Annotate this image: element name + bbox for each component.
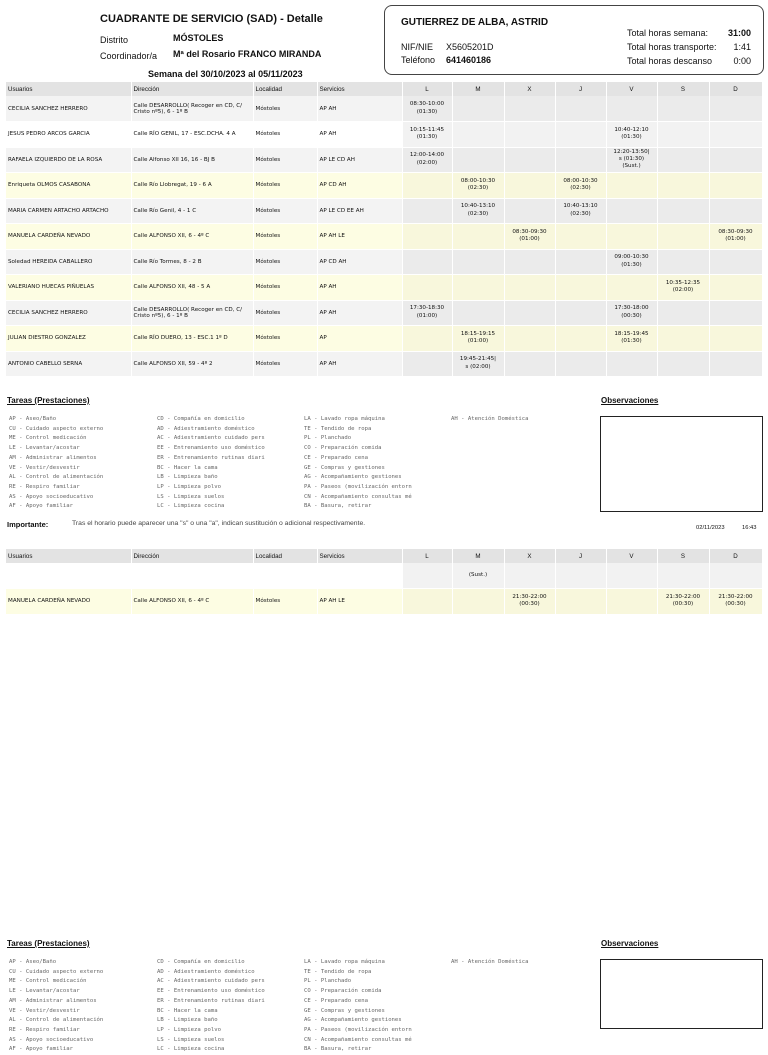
day-cell-m: 19:45-21:45| s (02:00) (452, 351, 504, 377)
day-cell-l (402, 249, 452, 275)
table-row (6, 300, 762, 326)
day-cell-j (555, 563, 606, 589)
user-cell (6, 563, 131, 589)
day-cell-x (504, 122, 555, 148)
day-cell-m (452, 249, 504, 275)
day-cell-v: 18:15-19:45 (01:30) (606, 326, 657, 352)
day-cell-s (657, 300, 709, 326)
observations-title-2: Observaciones (601, 939, 659, 948)
locality-cell: Móstoles (253, 275, 317, 301)
task-item: CE - Preparado cena (304, 454, 368, 461)
address-cell: Calle Río Llobregat, 19 - 6 A (131, 173, 253, 199)
locality-cell (253, 563, 317, 589)
task-item: AG - Acompañamiento gestiones (304, 1017, 402, 1024)
task-item: LS - Limpieza suelos (157, 493, 225, 500)
address-cell: Calle Río Genil, 4 - 1 C (131, 198, 253, 224)
table-header-row (6, 549, 762, 563)
day-cell-x (504, 249, 555, 275)
locality-cell: Móstoles (253, 173, 317, 199)
task-item: AF - Apoyo familiar (9, 503, 73, 510)
day-cell-d (709, 351, 762, 377)
task-item: RE - Respiro familiar (9, 483, 80, 490)
address-cell: Calle RÍO GENIL, 17 - ESC.DCHA. 4 A (131, 122, 253, 148)
tasks-title-2: Tareas (Prestaciones) (7, 939, 90, 948)
user-cell: ANTONIO CABELLO SERNA (6, 351, 131, 377)
col-header-direccion: Dirección (131, 549, 253, 563)
total-transport-value: 1:41 (733, 42, 751, 52)
day-cell-l (402, 589, 452, 615)
table-row (6, 275, 762, 301)
task-item: AC - Adiestramiento cuidado pers (157, 435, 265, 442)
col-header-m: M (452, 549, 504, 563)
col-header-direccion: Dirección (131, 82, 253, 96)
col-header-s: S (657, 82, 709, 96)
locality-cell: Móstoles (253, 224, 317, 250)
day-cell-l (402, 173, 452, 199)
tasks-column (451, 415, 601, 512)
day-cell-l (402, 563, 452, 589)
col-header-s: S (657, 549, 709, 563)
tasks-legend (9, 415, 601, 512)
day-cell-s (657, 224, 709, 250)
col-header-x: X (504, 82, 555, 96)
table-row (6, 351, 762, 377)
task-item: PL - Planchado (304, 435, 352, 442)
services-cell: AP CD AH (317, 173, 402, 199)
task-item: BA - Basura, retirar (304, 503, 372, 510)
total-week-value: 31:00 (727, 28, 751, 38)
important-note: Tras el horario puede aparecer una "s" o una "a", indican sustitución o adicional respectivamente. (72, 520, 366, 527)
day-cell-s (657, 173, 709, 199)
task-item: AP - Aseo/Baño (9, 959, 57, 965)
services-cell: AP AH LE (317, 224, 402, 250)
task-item: LC - Limpieza cocina (157, 503, 225, 510)
task-item: LE - Levantar/acostar (9, 988, 80, 995)
day-cell-v (606, 563, 657, 589)
day-cell-j (555, 224, 606, 250)
task-item: EE - Entrenamiento uso doméstico (157, 988, 265, 995)
day-cell-s (657, 351, 709, 377)
day-cell-l: 08:30-10:00 (01:30) (402, 96, 452, 122)
table-row (6, 589, 762, 615)
locality-cell: Móstoles (253, 326, 317, 352)
observations-box-2 (600, 959, 763, 1029)
task-item: CD - Compañía en domicilio (157, 416, 245, 422)
day-cell-x: 21:30-22:00 (00:30) (504, 589, 555, 615)
locality-cell: Móstoles (253, 198, 317, 224)
day-cell-d (709, 147, 762, 173)
locality-cell: Móstoles (253, 589, 317, 615)
address-cell: Calle ALFONSO XII, 6 - 4º C (131, 224, 253, 250)
task-item: EE - Entrenamiento uso doméstico (157, 445, 265, 452)
day-cell-l (402, 275, 452, 301)
services-cell: AP CD AH (317, 249, 402, 275)
task-item: ME - Control medicación (9, 978, 87, 985)
day-cell-d: 08:30-09:30 (01:00) (709, 224, 762, 250)
user-cell: VALERIANO HUECAS PIÑUELAS (6, 275, 131, 301)
task-item: LA - Lavado ropa máquina (304, 959, 385, 965)
task-item: AG - Acompañamiento gestiones (304, 474, 402, 481)
day-cell-m (452, 589, 504, 615)
task-item: AM - Administrar alimentos (9, 997, 97, 1004)
services-cell: AP AH (317, 300, 402, 326)
nif-value: X5605201D (446, 42, 494, 52)
task-item: LB - Limpieza baño (157, 474, 218, 481)
task-item: AP - Aseo/Baño (9, 416, 57, 422)
task-item: ME - Control medicación (9, 435, 87, 442)
services-cell: AP AH (317, 351, 402, 377)
table-row (6, 224, 762, 250)
task-item: TE - Tendido de ropa (304, 968, 372, 975)
locality-cell: Móstoles (253, 147, 317, 173)
schedule-table (6, 82, 763, 377)
worker-name: GUTIERREZ DE ALBA, ASTRID (401, 17, 549, 28)
day-cell-s (657, 249, 709, 275)
day-cell-j (555, 275, 606, 301)
day-cell-s: 10:35-12:35 (02:00) (657, 275, 709, 301)
table-row (6, 198, 762, 224)
day-cell-v (606, 224, 657, 250)
task-item: BC - Hacer la cama (157, 1007, 218, 1014)
day-cell-m: 08:00-10:30 (02:30) (452, 173, 504, 199)
task-item: LB - Limpieza baño (157, 1017, 218, 1024)
address-cell: Calle DESARROLLO( Recoger en CD, C/ Cristo nº5), 6 - 1º B (131, 300, 253, 326)
address-cell: Calle Río Tormes, 8 - 2 B (131, 249, 253, 275)
day-cell-v (606, 96, 657, 122)
user-cell: MARIA CARMEN ARTACHO ARTACHO (6, 198, 131, 224)
tasks-column (9, 415, 157, 512)
print-time: 16:43 (742, 525, 757, 531)
day-cell-j (555, 122, 606, 148)
day-cell-l (402, 351, 452, 377)
services-cell: AP LE CD EE AH (317, 198, 402, 224)
day-cell-j: 08:00-10:30 (02:30) (555, 173, 606, 199)
day-cell-j: 10:40-13:10 (02:30) (555, 198, 606, 224)
day-cell-x (504, 351, 555, 377)
nif-label: NIF/NIE (401, 42, 434, 52)
task-item: AL - Control de alimentación (9, 474, 104, 481)
services-cell: AP AH (317, 122, 402, 148)
day-cell-s: 21:30-22:00 (00:30) (657, 589, 709, 615)
col-header-v: V (606, 82, 657, 96)
day-cell-j (555, 351, 606, 377)
address-cell: Calle RÍO DUERO, 13 - ESC.1 1º D (131, 326, 253, 352)
day-cell-d (709, 249, 762, 275)
district-label: Distrito (100, 35, 129, 45)
print-date: 02/11/2023 (696, 525, 725, 531)
day-cell-j (555, 147, 606, 173)
day-cell-d (709, 563, 762, 589)
col-header-usuarios: Usuarios (6, 82, 131, 96)
day-cell-m (452, 300, 504, 326)
day-cell-d: 21:30-22:00 (00:30) (709, 589, 762, 615)
task-item: AD - Adiestramiento doméstico (157, 968, 255, 975)
address-cell: Calle ALFONSO XII, 59 - 4º 2 (131, 351, 253, 377)
task-item: CO - Preparación comida (304, 988, 382, 995)
task-item: PA - Paseos (movilización entorn (304, 483, 412, 490)
day-cell-l: 10:15-11:45 (01:30) (402, 122, 452, 148)
task-item: PA - Paseos (movilización entorn (304, 1026, 412, 1033)
task-item: AS - Apoyo socioeducativo (9, 493, 94, 500)
total-rest-value: 0:00 (733, 56, 751, 66)
day-cell-l: 12:00-14:00 (02:00) (402, 147, 452, 173)
day-cell-j (555, 249, 606, 275)
task-item: CU - Cuidado aspecto externo (9, 425, 104, 432)
task-item: BA - Basura, retirar (304, 1046, 372, 1053)
week-range: Semana del 30/10/2023 al 05/11/2023 (148, 69, 303, 79)
phone-value: 641460186 (446, 55, 492, 65)
task-item: VE - Vestir/desvestir (9, 1007, 80, 1014)
day-cell-j (555, 589, 606, 615)
day-cell-x (504, 326, 555, 352)
day-cell-v: 10:40-12:10 (01:30) (606, 122, 657, 148)
day-cell-l (402, 326, 452, 352)
day-cell-j (555, 300, 606, 326)
table-row (6, 249, 762, 275)
day-cell-m (452, 275, 504, 301)
task-item: LP - Limpieza polvo (157, 1026, 221, 1033)
day-cell-v: 09:00-10:30 (01:30) (606, 249, 657, 275)
task-item: LS - Limpieza suelos (157, 1036, 225, 1043)
user-cell: JULIAN DIESTRO GONZALEZ (6, 326, 131, 352)
task-item: AL - Control de alimentación (9, 1017, 104, 1024)
col-header-j: J (555, 82, 606, 96)
tasks-legend-2 (9, 958, 601, 1055)
coordinator-label: Coordinador/a (100, 51, 158, 61)
task-item: AD - Adiestramiento doméstico (157, 425, 255, 432)
day-cell-x (504, 563, 555, 589)
day-cell-d (709, 275, 762, 301)
col-header-j: J (555, 549, 606, 563)
day-cell-s (657, 198, 709, 224)
user-cell: CECILIA SANCHEZ HERRERO (6, 96, 131, 122)
user-cell: Enriqueta OLMOS CASABONA (6, 173, 131, 199)
user-cell: MANUELA CARDEÑA NEVADO (6, 224, 131, 250)
task-item: CN - Acompañamiento consultas mé (304, 1036, 412, 1043)
services-cell: AP AH (317, 275, 402, 301)
col-header-v: V (606, 549, 657, 563)
observations-title: Observaciones (601, 396, 659, 405)
task-item: LC - Limpieza cocina (157, 1046, 225, 1053)
day-cell-m (452, 122, 504, 148)
task-item: VE - Vestir/desvestir (9, 464, 80, 471)
total-transport-label: Total horas transporte: (627, 42, 717, 52)
task-item: CE - Preparado cena (304, 997, 368, 1004)
locality-cell: Móstoles (253, 122, 317, 148)
task-item: CO - Preparación comida (304, 445, 382, 452)
tasks-column (304, 415, 451, 512)
user-cell: CECILIA SANCHEZ HERRERO (6, 300, 131, 326)
table-row (6, 326, 762, 352)
day-cell-v (606, 589, 657, 615)
total-rest-label: Total horas descanso (627, 56, 713, 66)
task-item: AF - Apoyo familiar (9, 1046, 73, 1053)
col-header-m: M (452, 82, 504, 96)
day-cell-j (555, 96, 606, 122)
day-cell-x: 08:30-09:30 (01:00) (504, 224, 555, 250)
task-item: GE - Compras y gestiones (304, 1007, 385, 1014)
services-cell: AP LE CD AH (317, 147, 402, 173)
locality-cell: Móstoles (253, 300, 317, 326)
day-cell-v (606, 198, 657, 224)
task-item: CN - Acompañamiento consultas mé (304, 493, 412, 500)
address-cell: Calle Alfonso XII 16, 16 - BJ B (131, 147, 253, 173)
day-cell-x (504, 198, 555, 224)
coordinator-value: Mª del Rosario FRANCO MIRANDA (173, 49, 322, 59)
user-cell: Soledad HEREIDA CABALLERO (6, 249, 131, 275)
task-item: RE - Respiro familiar (9, 1026, 80, 1033)
day-cell-j (555, 326, 606, 352)
day-cell-s (657, 147, 709, 173)
day-cell-l: 17:30-18:30 (01:00) (402, 300, 452, 326)
task-item: AC - Adiestramiento cuidado pers (157, 978, 265, 985)
table-row (6, 96, 762, 122)
schedule-table-continued (6, 549, 763, 615)
important-label: Importante: (7, 520, 49, 529)
day-cell-m: 10:40-13:10 (02:30) (452, 198, 504, 224)
services-cell: AP AH LE (317, 589, 402, 615)
task-item: BC - Hacer la cama (157, 464, 218, 471)
services-cell: AP (317, 326, 402, 352)
day-cell-v: 17:30-18:00 (00:30) (606, 300, 657, 326)
day-cell-d (709, 326, 762, 352)
day-cell-v (606, 351, 657, 377)
col-header-usuarios: Usuarios (6, 549, 131, 563)
user-cell: JESUS PEDRO ARCOS GARCIA (6, 122, 131, 148)
user-cell: RAFAELA IZQUIERDO DE LA ROSA (6, 147, 131, 173)
day-cell-x (504, 147, 555, 173)
task-item: CU - Cuidado aspecto externo (9, 968, 104, 975)
day-cell-m (452, 96, 504, 122)
day-cell-s (657, 96, 709, 122)
user-cell: MANUELA CARDEÑA NEVADO (6, 589, 131, 615)
day-cell-x (504, 96, 555, 122)
day-cell-d (709, 198, 762, 224)
task-item: CD - Compañía en domicilio (157, 959, 245, 965)
task-item: LA - Lavado ropa máquina (304, 416, 385, 422)
tasks-column (304, 958, 451, 1055)
col-header-servicios: Servicios (317, 82, 402, 96)
table-row (6, 122, 762, 148)
day-cell-l (402, 224, 452, 250)
task-item: AS - Apoyo socioeducativo (9, 1036, 94, 1043)
day-cell-d (709, 173, 762, 199)
tasks-column (9, 958, 157, 1055)
task-item: AH - Atención Doméstica (451, 959, 529, 965)
tasks-title: Tareas (Prestaciones) (7, 396, 90, 405)
col-header-l: L (402, 549, 452, 563)
day-cell-s (657, 563, 709, 589)
day-cell-m (452, 147, 504, 173)
day-cell-v (606, 275, 657, 301)
col-header-servicios: Servicios (317, 549, 402, 563)
day-cell-d (709, 300, 762, 326)
day-cell-m (452, 224, 504, 250)
district-value: MÓSTOLES (173, 33, 224, 43)
day-cell-m: (Sust.) (452, 563, 504, 589)
day-cell-s (657, 326, 709, 352)
col-header-localidad: Localidad (253, 549, 317, 563)
services-cell: AP AH (317, 96, 402, 122)
task-item: AH - Atención Doméstica (451, 416, 529, 422)
observations-box (600, 416, 763, 512)
day-cell-d (709, 122, 762, 148)
day-cell-v (606, 173, 657, 199)
day-cell-x (504, 275, 555, 301)
day-cell-x (504, 173, 555, 199)
day-cell-x (504, 300, 555, 326)
task-item: ER - Entrenamiento rutinas diari (157, 454, 265, 461)
address-cell (131, 563, 253, 589)
address-cell: Calle ALFONSO XII, 6 - 4º C (131, 589, 253, 615)
tasks-column (451, 958, 601, 1055)
table-header-row (6, 82, 762, 96)
phone-label: Teléfono (401, 55, 436, 65)
col-header-d: D (709, 82, 762, 96)
day-cell-l (402, 198, 452, 224)
table-row (6, 173, 762, 199)
worker-info-box (384, 5, 764, 75)
locality-cell: Móstoles (253, 249, 317, 275)
day-cell-v: 12:20-13:50| s (01:30) (Sust.) (606, 147, 657, 173)
day-cell-m: 18:15-19:15 (01:00) (452, 326, 504, 352)
locality-cell: Móstoles (253, 96, 317, 122)
task-item: PL - Planchado (304, 978, 352, 985)
table-row (6, 563, 762, 589)
task-item: LP - Limpieza polvo (157, 483, 221, 490)
day-cell-d (709, 96, 762, 122)
col-header-d: D (709, 549, 762, 563)
task-item: ER - Entrenamiento rutinas diari (157, 997, 265, 1004)
col-header-x: X (504, 549, 555, 563)
total-week-label: Total horas semana: (627, 28, 709, 38)
tasks-column (157, 415, 304, 512)
col-header-l: L (402, 82, 452, 96)
page-title: CUADRANTE DE SERVICIO (SAD) - Detalle (100, 13, 323, 25)
tasks-column (157, 958, 304, 1055)
table-row (6, 147, 762, 173)
col-header-localidad: Localidad (253, 82, 317, 96)
day-cell-s (657, 122, 709, 148)
services-cell (317, 563, 402, 589)
address-cell: Calle ALFONSO XII, 48 - 5 A (131, 275, 253, 301)
locality-cell: Móstoles (253, 351, 317, 377)
address-cell: Calle DESARROLLO( Recoger en CD, C/ Cristo nº5), 6 - 1º B (131, 96, 253, 122)
task-item: TE - Tendido de ropa (304, 425, 372, 432)
task-item: LE - Levantar/acostar (9, 445, 80, 452)
task-item: AM - Administrar alimentos (9, 454, 97, 461)
task-item: GE - Compras y gestiones (304, 464, 385, 471)
